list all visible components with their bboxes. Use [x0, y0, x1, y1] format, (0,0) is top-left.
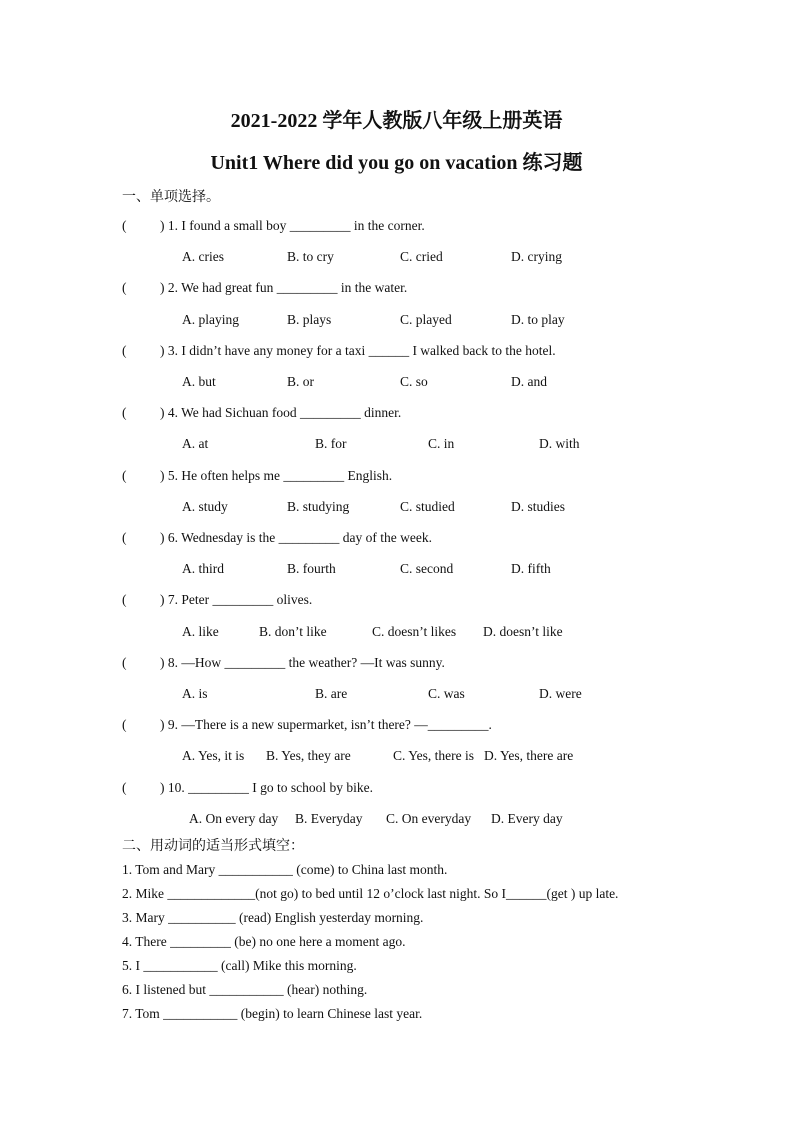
- document-title: 2021-2022 学年人教版八年级上册英语: [230, 110, 563, 132]
- option-d: D. Yes, there are: [484, 748, 574, 763]
- section-heading-multiple-choice: 一、单项选择。: [122, 189, 220, 205]
- option-b: B. Everyday: [295, 811, 363, 826]
- option-b: B. to cry: [287, 249, 334, 264]
- question-text: ) 8. —How _________ the weather? —It was sunny.: [160, 655, 445, 670]
- option-a: A. study: [182, 499, 228, 514]
- option-a: A. playing: [182, 312, 239, 327]
- option-a: A. Yes, it is: [182, 748, 245, 763]
- option-a: A. but: [182, 374, 216, 389]
- answer-blank-paren[interactable]: (: [122, 780, 127, 795]
- answer-blank-paren[interactable]: (: [122, 218, 127, 233]
- question-text: ) 7. Peter _________ olives.: [160, 592, 313, 607]
- answer-blank-paren[interactable]: (: [122, 405, 127, 420]
- option-b: B. studying: [287, 499, 350, 514]
- option-c: C. doesn’t likes: [372, 624, 457, 639]
- option-a: A. third: [182, 561, 224, 576]
- question-text: ) 2. We had great fun _________ in the water.: [160, 280, 408, 295]
- answer-blank-paren[interactable]: (: [122, 280, 127, 295]
- fill-in-item-4: 4. There _________ (be) no one here a moment ago.: [122, 934, 406, 949]
- option-d: D. and: [511, 374, 547, 389]
- option-c: C. so: [400, 374, 428, 389]
- option-a: A. cries: [182, 249, 224, 264]
- answer-blank-paren[interactable]: (: [122, 343, 127, 358]
- question-text: ) 5. He often helps me _________ English.: [160, 468, 393, 483]
- fill-in-item-5: 5. I ___________ (call) Mike this morning.: [122, 958, 357, 973]
- question-text: ) 4. We had Sichuan food _________ dinner.: [160, 405, 402, 420]
- option-b: B. don’t like: [259, 624, 327, 639]
- option-a: A. like: [182, 624, 219, 639]
- option-c: C. Yes, there is: [393, 748, 475, 763]
- option-b: B. fourth: [287, 561, 336, 576]
- answer-blank-paren[interactable]: (: [122, 717, 127, 732]
- option-a: A. at: [182, 436, 209, 451]
- question-text: ) 10. _________ I go to school by bike.: [160, 780, 373, 795]
- option-d: D. doesn’t like: [483, 624, 563, 639]
- option-d: D. with: [539, 436, 580, 451]
- option-b: B. Yes, they are: [266, 748, 351, 763]
- answer-blank-paren[interactable]: (: [122, 530, 127, 545]
- option-d: D. to play: [511, 312, 565, 327]
- answer-blank-paren[interactable]: (: [122, 468, 127, 483]
- option-d: D. crying: [511, 249, 562, 264]
- option-b: B. for: [315, 436, 347, 451]
- option-a: A. On every day: [189, 811, 279, 826]
- fill-in-item-7: 7. Tom ___________ (begin) to learn Chinese last year.: [122, 1006, 423, 1021]
- option-d: D. Every day: [491, 811, 563, 826]
- answer-blank-paren[interactable]: (: [122, 655, 127, 670]
- option-c: C. On everyday: [386, 811, 472, 826]
- option-d: D. studies: [511, 499, 565, 514]
- question-text: ) 9. —There is a new supermarket, isn’t there? —_________.: [160, 717, 492, 732]
- option-c: C. second: [400, 561, 454, 576]
- option-c: C. studied: [400, 499, 455, 514]
- fill-in-item-2: 2. Mike _____________(not go) to bed until 12 o’clock last night. So I______(get ) up late.: [122, 886, 619, 901]
- section-heading-fill-in: 二、用动词的适当形式填空：: [122, 838, 304, 854]
- option-d: D. were: [539, 686, 582, 701]
- option-c: C. played: [400, 312, 452, 327]
- option-b: B. or: [287, 374, 314, 389]
- fill-in-item-1: 1. Tom and Mary ___________ (come) to China last month.: [122, 862, 448, 877]
- answer-blank-paren[interactable]: (: [122, 592, 127, 607]
- option-d: D. fifth: [511, 561, 551, 576]
- option-c: C. was: [428, 686, 465, 701]
- option-b: B. are: [315, 686, 348, 701]
- fill-in-item-6: 6. I listened but ___________ (hear) nothing.: [122, 982, 368, 997]
- option-c: C. in: [428, 436, 455, 451]
- question-text: ) 1. I found a small boy _________ in the corner.: [160, 218, 425, 233]
- document-subtitle: Unit1 Where did you go on vacation 练习题: [210, 152, 583, 174]
- question-text: ) 3. I didn’t have any money for a taxi ______ I walked back to the hotel.: [160, 343, 556, 358]
- option-c: C. cried: [400, 249, 443, 264]
- option-a: A. is: [182, 686, 208, 701]
- option-b: B. plays: [287, 312, 332, 327]
- question-text: ) 6. Wednesday is the _________ day of the week.: [160, 530, 432, 545]
- fill-in-item-3: 3. Mary __________ (read) English yesterday morning.: [122, 910, 424, 925]
